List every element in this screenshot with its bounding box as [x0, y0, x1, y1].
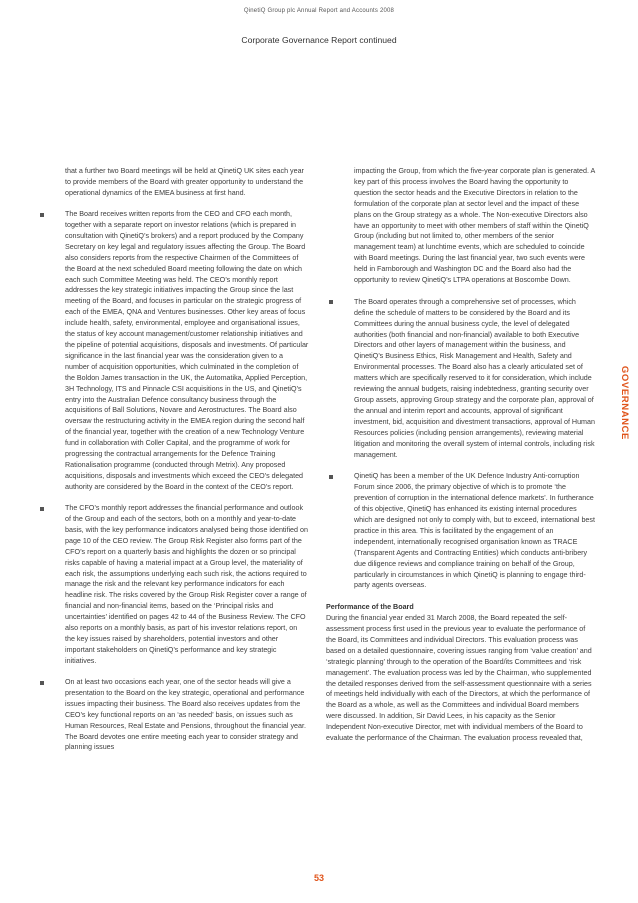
left-column — [37, 166, 309, 753]
right-paragraph-2: During the financial year ended 31 March 2008, the Board repeated the self-assessment process first used in the previous year to evaluate the performance of the Board, its Committees and individual Directors. This evaluation process was based on a detailed questionnaire, covering issues ranging from ‘value creation’ and ‘strategic planning’ through to the operation of the Board/its Committees and ‘risk management’. The evaluation process was led by the Chairman, who supplemented the detailed responses derived from the self-assessment questionnaire with a series of meetings held individually with each of the Directors, at which the performance of the Board as a whole, as well as the Committees and individual Board members were discussed. In addition, Sir David Lees, in his capacity as the Senior Independent Non-executive Director, met with individual members of the Board to evaluate the performance of the Chairman. The evaluation process revealed that, — [326, 614, 592, 743]
left-bullet-3: On at least two occasions each year, one of the sector heads will give a presentation to the Board on the key strategic, operational and performance issues impacting their business. The Board also receives updates from the CEO’s key functional reports on an ‘as needed’ basis, on issues such as Human Resources, Real Estate and Pensions, throughout the financial year. The Board devotes one entire meeting each year to consider strategy and planning issues — [37, 677, 309, 753]
governance-tab: GOVERNANCE — [619, 365, 630, 440]
right-paragraph-1: impacting the Group, from which the five-year corporate plan is generated. A key part of this process involves the Board having the opportunity to question the sector heads and the Executive Directors in relation to the formulation of the corporate plan at sector level and the impact of these plans on the Group strategy as a whole. The Non-executive Directors also have an opportunity to meet with other members of staff within the QinetiQ Group (including but not limited to, other members of the senior management team) at lunchtime events, which are scheduled to coincide with Board meetings. During the last financial year, two such events were held in Farnborough and Washington DC and the Board also had the opportunity to review QinetiQ’s LTPA operations at Boscombe Down. — [354, 167, 595, 285]
right-bullet-2: QinetiQ has been a member of the UK Defence Industry Anti-corruption Forum since 2006, the primary objective of which is to promote ‘the prevention of corruption in the international defence markets’. In furtherance of this objective, QinetiQ has enhanced its existing internal procedures which are designed not only to comply with, but to exceed, international best practice in this area. This is facilitated by the engagement of an independent, internationally recognised organisation known as TRACE (Transparent Agents and Contracting Entities) which conducts anti-bribery due diligence reviews and compliance training on behalf of the Group, particularly in circumstances in which QinetiQ is planning to engage third-party agents overseas. — [326, 471, 595, 591]
right-bullet-1: The Board operates through a comprehensive set of processes, which define the schedule of matters to be considered by the Board and its Committees during the annual business cycle, the level of delegated authorities (both financial and non-financial) available to both Executive Directors and other layers of management within the business, and QinetiQ’s Business Ethics, Risk Management and Health, Safety and Environmental processes. The Board also has a clearly articulated set of matters which are specifically reserved to it for consideration, which include reviewing the annual budgets, raising indebtedness, granting security over Group assets, approving Group strategy and the corporate plan, approval of the annual and interim report and accounts, approval of significant investment, bid, acquisition and divestment transactions, approval of Human Resources policies (including pension arrangements), reviewing material litigation and monitoring the overall system of internal controls, including risk management. — [326, 297, 595, 461]
performance-heading: Performance of the Board — [326, 603, 414, 612]
left-paragraph-1: that a further two Board meetings will be held at QinetiQ UK sites each year to provide members of the Board with greater opportunity to understand the operational dynamics of the EMEA business at first hand. — [65, 167, 304, 197]
left-bullet-2: The CFO’s monthly report addresses the financial performance and outlook of the Group and each of the sectors, both on a monthly and year-to-date basis, with the key performance indicators analysed being those identified on page 10 of the CEO review. The Group Risk Register also forms part of the CFO’s report on a quarterly basis and highlights the dozen or so principal risks capable of having a material impact at a Group level, the materiality of each risk, the assumptions underlying each such risk, the actions required to manage the risk and the relevant key performance indicators for each headline risk. The risks covered by the Group Risk Register cover a range of financial and non-financial items, based on the ‘Principal risks and uncertainties’ identified on pages 42 to 44 of the Business Review. The CFO also reports on a monthly basis, as part of his investor relations report, on the key issues raised by shareholders, potential investors and other important stakeholders on QinetiQ’s performance and key strategic initiatives. — [37, 503, 309, 667]
report-title: QinetiQ Group plc Annual Report and Accounts 2008 — [243, 8, 395, 14]
section-title: Corporate Governance Report continued — [241, 35, 397, 45]
left-bullet-1: The Board receives written reports from the CEO and CFO each month, together with a separate report on investor relations (which is prepared in consultation with QinetiQ’s brokers) and a report produced by the Company Secretary on key legal and regulatory issues affecting the Group. The Board also considers reports from the respective Chairmen of the Committees of the Board at the next scheduled Board meeting following the date on which each such Committee Meeting was held. The CEO’s monthly report addresses the key strategic initiatives impacting the Group since the last meeting of the Board, and focuses in particular on the strategic progress of each of the EMEA, QNA and Ventures businesses. Other key areas of focus include health, safety, environmental, employee and organisational issues, the status of key account management/customer relationship initiatives and the pipeline of potential acquisitions, disposals and investments. Of particular significance in the last financial year was the consideration given to a number of acquisition opportunities, which culminated in the completion of the Boldon James transaction in the UK, the Automatika, Applied Perception, 3H Technology, ITS and Pinnacle CSI acquisitions in the US, and QinetiQ’s entry into the Australian Defence consultancy business through the acquisitions of Ball Solutions, Novare and Aerostructures. The Board also oversaw the restructuring activity in the EMEA region during the second half of the financial year, together with the creation of a new Technology Venture fund in collaboration with Coller Capital, and the programme of work for progressing the contractual arrangements for the Defence Training Rationalisation programme (conducted through Metrix). Any proposed acquisitions, disposals and investments which exceed the CEO’s delegated authority are considered by the Board in the context of the CEO’s report. — [37, 209, 309, 493]
right-column — [326, 166, 595, 744]
page-number: 53 — [313, 873, 324, 883]
